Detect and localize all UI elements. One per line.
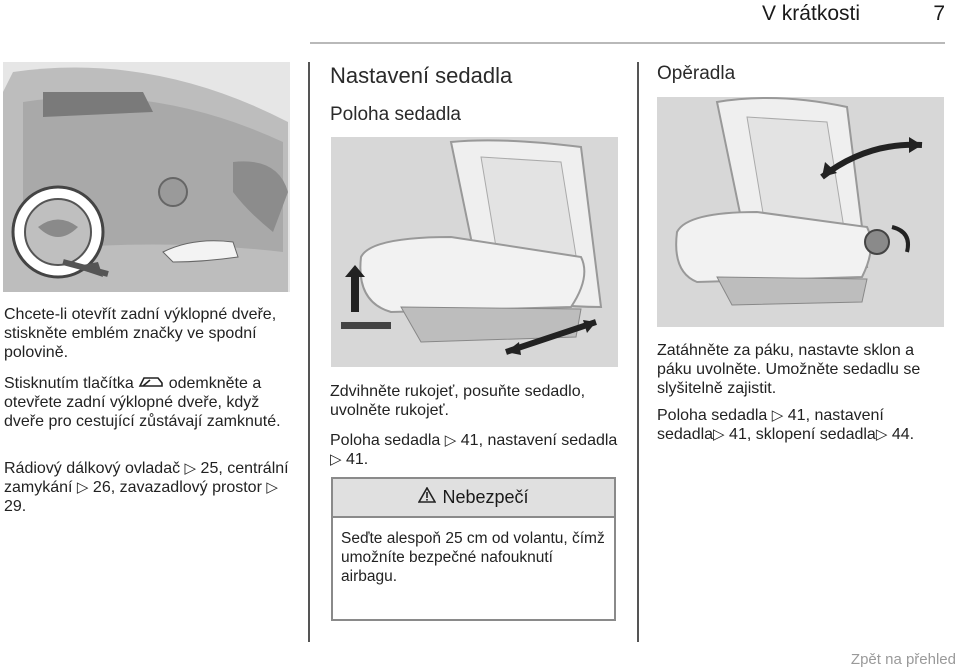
tailgate-text-1: Chcete-li otevřít zadní výklopné dveře, stiskněte emblém značky ve spodní polovině. <box>4 306 277 361</box>
back-to-overview-link[interactable]: Zpět na přehled <box>850 651 956 668</box>
warning-text: Seďte alespoň 25 cm od volantu, čímž umožníte bezpečné nafouknutí airbagu. <box>331 517 616 621</box>
crossref-page-link[interactable]: 26 <box>92 479 111 496</box>
backrest-crossrefs <box>657 406 937 444</box>
triangle-right-icon: ▷ <box>444 432 457 449</box>
page-number: 7 <box>933 2 945 25</box>
crossref-page-link[interactable]: 25 <box>200 460 219 477</box>
crossref-page-link[interactable]: 41 <box>346 451 364 468</box>
crossref-label: , nastavení sedadla <box>478 432 618 449</box>
triangle-right-icon: ▷ <box>76 479 89 496</box>
section-title: Nastavení sedadla <box>330 63 513 88</box>
crossref-label: Poloha sedadla <box>330 432 441 449</box>
column-divider-right <box>637 62 639 642</box>
warning-title: Nebezpečí <box>442 487 529 507</box>
tailgate-key-icon <box>138 375 168 392</box>
sentence-end: . <box>363 451 369 468</box>
column-divider-left <box>308 62 310 642</box>
triangle-right-icon: ▷ <box>330 451 342 468</box>
sentence-end: . <box>21 498 27 515</box>
subsection-title-backrests: Opěradla <box>657 63 736 84</box>
seat-position-crossrefs <box>330 431 620 469</box>
sentence-end: . <box>909 426 915 443</box>
backrest-text-1: Zatáhněte za páku, nastavte sklon a páku uvolněte. Umožněte sedadlu se slyšitelně zajistit. <box>657 342 921 397</box>
crossref-page-link[interactable]: 29 <box>4 498 22 515</box>
seat-position-text-1: Zdvihněte rukojeť, posuňte sedadlo, uvolněte rukojeť. <box>330 383 586 419</box>
crossref-label: Rádiový dálkový ovladač <box>4 460 181 477</box>
crossref-label: Poloha sedadla <box>657 407 768 424</box>
backrest-figure <box>657 97 944 327</box>
warning-header <box>331 477 616 518</box>
crossref-label: , centrální zamykání <box>4 460 289 496</box>
header-divider <box>310 42 945 44</box>
triangle-right-icon: ▷ <box>184 460 197 477</box>
crossref-page-link[interactable]: 41 <box>787 407 806 424</box>
crossref-label: , nastavení sedadla <box>657 407 884 443</box>
triangle-right-icon: ▷ <box>266 479 278 496</box>
tailgate-text-2-a: Stisknutím tlačítka <box>4 375 134 392</box>
triangle-right-icon: ▷ <box>875 426 888 443</box>
chapter-title: V krátkosti <box>761 2 860 25</box>
triangle-right-icon: ▷ <box>713 426 725 443</box>
warning-triangle-icon <box>418 487 436 508</box>
crossref-page-link[interactable]: 41 <box>460 432 479 449</box>
triangle-right-icon: ▷ <box>771 407 784 424</box>
crossref-page-link[interactable]: 41 <box>729 426 747 443</box>
crossref-page-link[interactable]: 44 <box>891 426 910 443</box>
tailgate-text-2-b: odemkněte a otevřete zadní výklopné dveře, když dveře pro cestující zůstávají zamknuté. <box>4 375 281 430</box>
crossref-label: , sklopení sedadla <box>746 426 876 443</box>
crossref-label: , zavazadlový prostor <box>110 479 262 496</box>
tailgate-crossrefs <box>4 459 296 516</box>
seat-position-figure <box>331 137 618 367</box>
tailgate-text-2 <box>4 374 296 431</box>
tailgate-emblem-figure <box>3 62 290 292</box>
subsection-title-seat-position: Poloha sedadla <box>330 104 461 125</box>
